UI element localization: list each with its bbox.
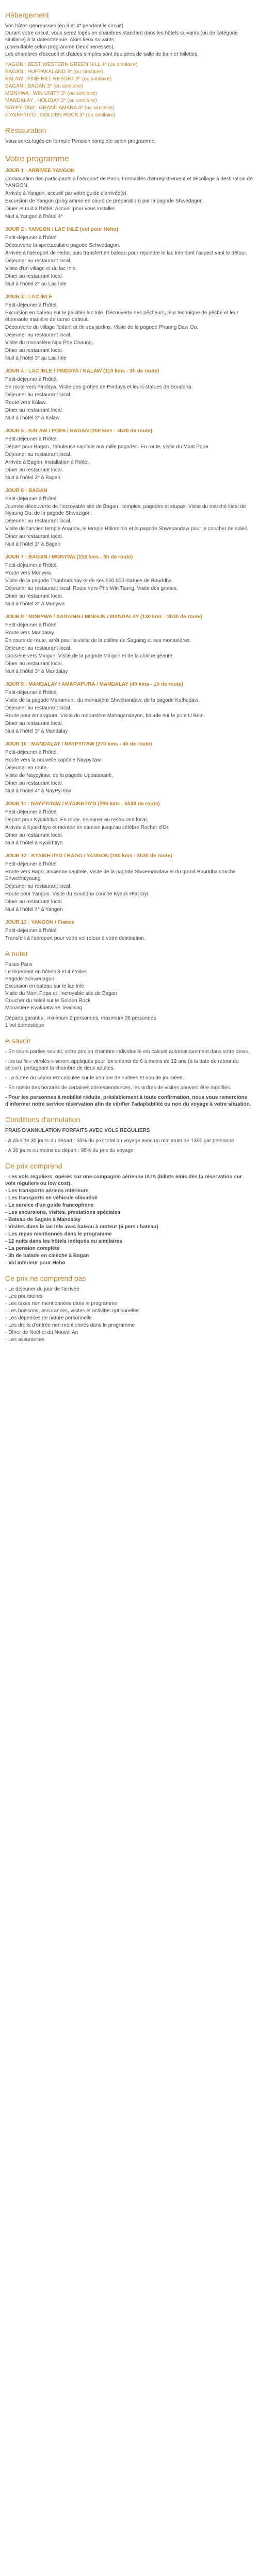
day-line: Nuit à l'hôtel 4* à Yangon [5, 907, 63, 912]
day-heading: JOUR 10 : MANDALAY / NAYPYITAW (270 kms - 4h de route) [5, 741, 152, 747]
day-line: Petit-déjeuner à l'hôtel. [5, 302, 58, 308]
day-line: Petit-déjeuner à l'hôtel. [5, 928, 58, 934]
day-block [5, 801, 253, 846]
day-block [5, 294, 253, 362]
day-line: Nuit à l'hôtel 3* au Lac Inle [5, 281, 67, 287]
day-body [5, 861, 253, 913]
hotel-item: KYAIKHTIYO : GOLDEN ROCK 3* (ou similaire) [5, 112, 116, 118]
day-line: Route vers Monywa. [5, 570, 53, 576]
savoir-para: - Pour les personnes à mobilité réduite, préalablement à toute confirmation, nous vous remercions d'informer notre service réservation afin de vérifier l'adaptabilité ou non du voyage à votre situation. [5, 1095, 251, 1107]
day-line: Petit-déjeuner à l'hôtel. [5, 809, 58, 815]
hotel-item: YAGON : BEST WESTERN GREEN HILL 4* (ou similaire) [5, 62, 138, 67]
day-line: Petit-déjeuner à l'hôtel. [5, 563, 58, 568]
day-line: Découverte du village flottant et de ses jardins. Visite de la pagode Phaung Daw Oo. [5, 325, 198, 330]
day-line: Dîner au restaurant local. [5, 781, 63, 786]
ne-comprend-line: - Les dépenses de nature personnelle [5, 1315, 92, 1321]
comprend-line: - La pension complète [5, 1246, 60, 1251]
days-list [5, 167, 253, 942]
intro-heading: Hébergement [5, 11, 49, 19]
day-block [5, 681, 253, 735]
day-line: Nuit à l'hôtel 3* à Bagan [5, 475, 60, 481]
day-line: Dîner au restaurant local. [5, 594, 63, 599]
savoir-para: - La durée du séjour est calculée sur le nombre de nuitées et non de journées. [5, 1075, 184, 1081]
ne-comprend-line: - Les taxes non mentionnées dans le programme [5, 1301, 118, 1307]
noter-line: Le logement en hôtels 3 et 4 étoiles [5, 969, 87, 975]
day-line: Nuit à l'hôtel 3* à Bagan [5, 541, 60, 547]
conditions-section [5, 1115, 253, 1154]
day-heading: JOUR 9 : MANDALAY / AMARAPURA / MANDALAY (40 kms - 1h de route) [5, 682, 183, 687]
day-line: Petit-déjeuner à l'hôtel. [5, 750, 58, 755]
day-heading: JOUR 13 : YANGON / France [5, 920, 75, 925]
day-block [5, 741, 253, 794]
savoir-heading: A savoir [5, 1037, 31, 1045]
day-body [5, 927, 253, 942]
noter-section [5, 949, 253, 1029]
day-line: Journée découverte de l'incroyable site de Bagan : temples, pagodes et stupas. Visite du marché local de Nyaung Oo, de la pagode Shwezigon. [5, 504, 246, 516]
comprend-line: - 3h de balade en calèche à Bagan [5, 1253, 89, 1259]
day-line: Nuit à Yangon à l'hôtel 4* [5, 214, 63, 219]
intro-line: (consultable selon programme Deux benesses). [5, 44, 115, 50]
day-line: Excursion de Yangon (programme en cours de préparation) par la pagode Shwedagon. [5, 198, 204, 204]
day-line: Départ pour Kyaikhtiyo. En route, déjeuner au restaurant local. [5, 817, 148, 823]
day-body [5, 234, 253, 287]
day-line: Petit-déjeuner à l'hôtel. [5, 622, 58, 628]
day-body [5, 176, 253, 220]
day-line: Découverte la spectaculaire pagode Schwedagon. [5, 243, 120, 248]
day-heading: JOUR 12 : KYAIKHTIYO / BAGO / YANGON (180 kms - 3h30 de route) [5, 853, 172, 859]
comprend-line: - Les transports en véhicule climatisé [5, 1195, 98, 1201]
day-line: Route vers Bago, ancienne capitale. Visite de la pagode Shwemawdaw et du grand Bouddha couché Shwethalyaung. [5, 869, 236, 882]
day-block [5, 167, 253, 220]
day-line: Visite de Naypyitaw, de la pagode Uppatasanti. [5, 773, 113, 778]
ne-comprend-line: - Dîner de Noël et du Nouvel An [5, 1330, 78, 1335]
day-block [5, 368, 253, 421]
day-line: Petit-déjeuner à l'hôtel. [5, 496, 58, 502]
comprend-section [5, 1161, 253, 1266]
day-heading: JOUR 3 : LAC INLE [5, 294, 53, 300]
day-line: Déjeuner au restaurant local. [5, 392, 72, 398]
day-block [5, 428, 253, 481]
noter-line: Pagode Schwedagon [5, 976, 55, 982]
day-line: Dîner au restaurant local. [5, 408, 63, 413]
day-heading: JOUR 5 : KALAW / POPA / BAGAN (200 kms - 4h30 de route) [5, 428, 153, 434]
day-line: Déjeuner au restaurant local. [5, 705, 72, 711]
savoir-para: - En raison des horaires de certaines correspondances, les ordres de visites peuvent être modifiés. [5, 1085, 232, 1091]
savoir-section [5, 1036, 253, 1108]
noter-footer-line: Départs garantis : minimum 2 personnes, maximum 36 personnes [5, 1015, 156, 1021]
day-line: Nuit à l'hôtel à Kyaikhtiyo [5, 840, 63, 846]
conditions-sub: FRAIS D'ANNULATION FORFAITS AVEC VOLS REGULIERS [5, 1128, 150, 1133]
comprend-line: - Les transports aériens intérieurs [5, 1188, 89, 1194]
comprend-line: - 12 nuits dans les hôtels indiqués ou similaires [5, 1239, 122, 1244]
day-body [5, 302, 253, 362]
day-body [5, 689, 253, 735]
day-line: En route vers Pindaya. Visite des grottes de Pindaya et leurs statues de Bouddha. [5, 384, 193, 390]
savoir-para: - les tarifs « vitrolés » seront appliqués pour les enfants de 6 à moins de 12 ans (à la date de retour du séjour), partageant la chambre de deux adultes. [5, 1059, 239, 1071]
day-line: Visite du monastère Nga Phe Chaung. [5, 340, 93, 346]
noter-line: Coucher du soleil sur le Golden Rock [5, 998, 91, 1004]
ne-comprend-line: - Les assurances [5, 1337, 45, 1343]
comprend-line: - Les repas mentionnés dans le programme [5, 1231, 112, 1237]
day-line: Transfert à l'aéroport pour votre vol retour à votre destination. [5, 936, 146, 941]
comprend-line: - Les excursions, visites, prestations spéciales [5, 1210, 120, 1215]
day-line: Route pour Amarapura. Visite du monastère Mahagandayon, balade sur le pont U Bein. [5, 713, 205, 719]
day-heading: JOUR 4 : LAC INLE / PINDAYA / KALAW (110 kms - 3h de route) [5, 368, 159, 374]
day-line: Déjeuner au restaurant local. [5, 646, 72, 651]
day-line: Excursion en bateau sur le paisible lac Inle. Découverte des pêcheurs, leur technique de pêche et leur étonnante manière de ramer debout. [5, 310, 238, 323]
day-heading: JOUR 2 : YANGON / LAC INLE (vol pour Heho) [5, 227, 118, 232]
day-heading: JOUR 6 : BAGAN [5, 488, 47, 494]
intro-line: Durant votre circuit, vous serez logés en chambres standard dans les hôtels suivants (ou de catégorie similaire) à la date/obtenue. Alors lieux suivants [5, 30, 238, 43]
hotel-item: MANDALAY : HOLIDAY 3* (ou similaire) [5, 98, 97, 104]
day-line: Déjeuner au restaurant local. [5, 452, 72, 457]
ne-comprend-line: - Les droits d'entrée non mentionnés dans le programme [5, 1323, 135, 1328]
hotel-item: MONYWA : WIN UNITY 3* (ou similaire) [5, 91, 97, 96]
comprend-heading: Ce prix comprend [5, 1162, 62, 1170]
day-block [5, 226, 253, 287]
day-line: Route vers la nouvelle capitale Naypyitaw. [5, 757, 102, 763]
day-line: Dîner et nuit à l'hôtel. Accueil pour vous installer. [5, 206, 116, 212]
day-body [5, 376, 253, 421]
day-line: Dîner au restaurant local. [5, 348, 63, 353]
conditions-line: - A 30 jours ou moins du départ : 95% du prix du voyage [5, 1148, 134, 1154]
day-line: Arrivée à Kyaikhtiyo et montée en camion jusqu'au célèbre Rocher d'Or. [5, 825, 170, 831]
day-line: Nuit à l'hôtel 3* à Monywa [5, 601, 65, 607]
noter-footer-line: 1 vol domestique [5, 1023, 44, 1028]
day-block [5, 853, 253, 913]
day-heading: JOUR 1 : ARRIVEE YANGON [5, 168, 75, 174]
day-line: Dîner au restaurant local. [5, 534, 63, 539]
day-line: Dîner au restaurant local. [5, 467, 63, 473]
day-line: Convocation des participants à l'aéroport de Paris. Formalités d'enregistrement et décollage à destination de YANGON. [5, 176, 253, 189]
day-line: Visite d'un village et du lac Inle. [5, 266, 77, 272]
day-line: Petit-déjeuner à l'hôtel. [5, 690, 58, 696]
day-block [5, 487, 253, 548]
restauration-line: Vous serez logés en formule Pension complète selon programme. [5, 139, 156, 144]
day-line: Route pour Yangon. Visite du Bouddha couché Kyauk Htat Gyi. [5, 891, 150, 897]
ne-comprend-heading: Ce prix ne comprend pas [5, 1274, 86, 1282]
day-line: Petit-déjeuner à l'hôtel. [5, 436, 58, 442]
ne-comprend-line: - Les pourboires [5, 1294, 43, 1299]
intro-section [5, 10, 253, 118]
day-line: En cours de route, arrêt pour la visite de la colline de Sagaing et ses monastères. [5, 638, 191, 643]
conditions-line: - A plus de 30 jours du départ : 50% du prix total du voyage avec un minimum de 135€ par personne [5, 1138, 234, 1144]
day-line: Route vers Mandalay. [5, 630, 55, 636]
day-line: Croisière vers Mingun. Visite de la pagode Mingun et de la cloche géante. [5, 653, 174, 659]
day-line: Arrivée à l'aéroport de Heho, puis transfert en bateau pour rejoindre le lac Inle dont l'aspect vaut le détour. [5, 250, 248, 256]
day-body [5, 622, 253, 675]
day-line: Visite de la pagode Thanboddhay et de ses 500 000 statues de Bouddha. [5, 578, 173, 584]
day-line: Dîner au restaurant local. [5, 661, 63, 667]
noter-line: Palais Paris [5, 962, 33, 968]
ne-comprend-line: - Les boissons, assurances, visites et activités optionnelles [5, 1308, 140, 1314]
day-line: Petit-déjeuner à l'hôtel. [5, 377, 58, 382]
hotel-item: KALAW : PINE HILL RESORT 3* (ou similaire) [5, 76, 112, 82]
day-line: Déjeuner au restaurant local. [5, 884, 72, 889]
intro-line: Vos hôtes genreusses (en 3 et 4* pendant le circuit) [5, 23, 124, 29]
comprend-line: - Bateau de Sagain à Mandalay [5, 1217, 81, 1223]
day-heading: JOUR 11 : NAYPYITAW / KYAIKHTIYO (285 kms - 5h30 de route) [5, 801, 160, 807]
day-line: Nuit à l'hôtel 4* à NayPyiTaw [5, 788, 71, 794]
ne-comprend-line: - Le déjeuner du jour de l'arrivée [5, 1286, 79, 1292]
intro-line: Les chambres d'accueil et d'aides simples sont équipées de salle de bain et toilettes. [5, 52, 199, 57]
day-line: Petit-déjeuner à l'hôtel. [5, 861, 58, 867]
day-line: Visite de l'ancien temple Ananda, le temple Htilominlo et la pagode Shwesandaw pour le coucher de soleil. [5, 526, 248, 532]
day-body [5, 436, 253, 481]
hotel-item: BAGAN : BAGAN 3* (ou similaire) [5, 83, 83, 89]
day-line: Nuit à l'hôtel 3* au Lac Inle [5, 355, 67, 361]
day-line: Arrivée à Bagan, installation à l'hôtel. [5, 460, 90, 465]
restauration-heading: Restauration [5, 126, 46, 134]
day-line: Arrivée à Yangon, accueil par votre guide d'arrivée(s). [5, 191, 128, 196]
savoir-para: - En cours parties soulait, votre prix en chambre individuelle est calculé automatiquement dans votre devis. [5, 1049, 250, 1055]
day-line: Visite de la pagode Mahamuni, du monastère Shwenandaw, de la pagode Kuthodaw. [5, 698, 200, 703]
day-heading: JOUR 7 : BAGAN / MONYWA (153 kms - 3h de route) [5, 554, 133, 560]
day-line: Déjeuner au restaurant local. [5, 332, 72, 338]
day-heading: JOUR 8 : MONYWA / SAGAING / MINGUN / MANDALAY (130 kms - 3h30 de route) [5, 614, 202, 620]
restauration-section [5, 126, 253, 145]
hotel-item: NAYPYITAW : GRAND AMARA 4* (ou similaire) [5, 105, 114, 111]
day-line: Déjeuner en route. [5, 765, 48, 771]
noter-line: Excursion en bateau sur le lac Inle [5, 984, 84, 989]
day-line: Dîner au restaurant local. [5, 899, 63, 905]
noter-line: Visite du Mont Popa et l'incroyable site de Bagan [5, 991, 117, 996]
day-body [5, 562, 253, 607]
day-block [5, 554, 253, 607]
day-line: Déjeuner au restaurant local. [5, 258, 72, 264]
comprend-line: - Les vols réguliers, opérés sur une compagnie aérienne IATA (billets émis dès la réservation sur vols réguliers ou low cost). [5, 1174, 242, 1187]
day-block [5, 919, 253, 942]
ne-comprend-section [5, 1274, 253, 1343]
day-line: Déjeuner au restaurant local. [5, 518, 72, 524]
noter-line: Monastère Kyakhatwine Teaching [5, 1005, 83, 1011]
day-line: Nuit à l'hôtel 3* à Mandalay [5, 669, 68, 674]
day-line: Départ pour Bagan , fabuleuse capitale aux mille pagodes. En route, visite du Mont Popa. [5, 444, 210, 450]
programme-heading: Votre programme [5, 155, 69, 163]
day-line: Nuit à l'hôtel 3* à Kalaw [5, 415, 60, 421]
day-block [5, 614, 253, 675]
day-body [5, 496, 253, 548]
day-line: Dîner au restaurant local. [5, 721, 63, 726]
programme-section [5, 154, 253, 942]
comprend-line: - Visites dans le lac Inle avec bateau à moteur (5 pers / bateau) [5, 1224, 158, 1230]
noter-heading: A noter [5, 950, 28, 958]
day-line: Route vers Kalaw. [5, 400, 47, 405]
conditions-heading: Conditions d'annulation [5, 1115, 80, 1124]
day-line: Déjeuner au restaurant local. Route vers Pho Win Taung. Visite des grottes. [5, 586, 178, 591]
day-body [5, 809, 253, 846]
day-body [5, 749, 253, 794]
hotel-item: BAGAN : HUPPAKALAND 3* (ou similaire) [5, 69, 103, 75]
day-line: Dîner au restaurant local. [5, 274, 63, 279]
comprend-line: - Le service d'un guide francophone [5, 1202, 94, 1208]
comprend-line: - Vol intérieur pour Heho [5, 1260, 66, 1266]
day-line: Nuit à l'hôtel 3* à Mandalay [5, 728, 68, 734]
day-line: Petit-déjeuner à l'hôtel. [5, 235, 58, 241]
day-line: Dîner au restaurant local. [5, 833, 63, 838]
